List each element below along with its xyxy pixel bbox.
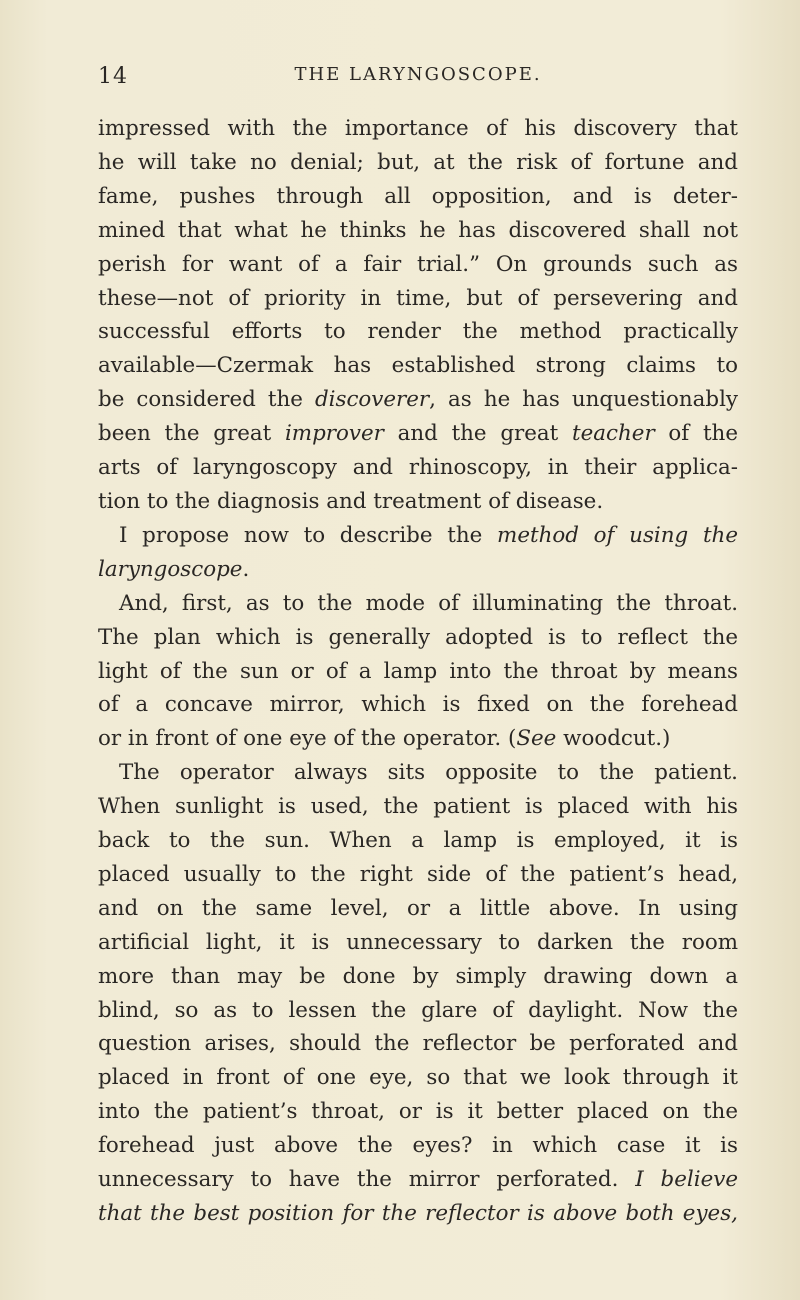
text-line: The plan which is generally adopted is to reflect the [98,624,738,650]
italic-text: laryngoscope [98,556,243,582]
text-line: impressed with the importance of his discovery that [98,116,738,141]
text-line: successful efforts to render the method practically [98,319,738,345]
text-line: laryngoscope. [98,556,250,582]
running-head: THE LARYNGOSCOPE. [294,64,542,85]
text-line: fame, pushes through all opposition, and is deter- [98,183,738,209]
text-line: these—not of priority in time, but of persevering and [98,285,738,311]
text-line: placed in front of one eye, so that we look through it [98,1065,738,1091]
text-line: tion to the diagnosis and treatment of disease. [98,488,604,514]
text-line: blind, so as to lessen the glare of daylight. Now the [98,997,738,1023]
text-line: of a concave mirror, which is fixed on the forehead [98,692,738,718]
text-line: be considered the discoverer, as he has unquestionably [98,387,738,413]
text-line: more than may be done by simply drawing down a [98,963,738,989]
italic-text: improver [284,421,384,447]
body-text [98,112,738,1231]
page-number: 14 [98,64,128,89]
italic-text: discoverer [314,387,430,413]
text-line: been the great improver and the great teacher of the [98,421,738,447]
text-line: perish for want of a fair trial.” On grounds such as [98,251,738,277]
text-line: mined that what he thinks he has discovered shall not [98,217,738,243]
text-line: When sunlight is used, the patient is placed with his [98,794,738,820]
text-line: and on the same level, or a little above. In using [98,895,738,921]
text-line: forehead just above the eyes? in which case it is [98,1133,738,1159]
italic-text: See [516,726,557,752]
text-line [98,1197,738,1231]
text-line: unnecessary to have the mirror perforated. I believe [98,1167,738,1193]
text-line: artificial light, it is unnecessary to darken the room [98,929,738,955]
page-header [98,64,738,94]
italic-text: teacher [572,421,655,447]
text-line: into the patient’s throat, or is it better placed on the [98,1099,738,1125]
text-line: back to the sun. When a lamp is employed, it is [98,828,738,854]
italic-text: method of using the [497,522,738,548]
italic-text: that the best position for the reflector is above both eyes, [98,1201,738,1226]
italic-text: I believe [635,1167,738,1193]
text-line: arts of laryngoscopy and rhinoscopy, in their applica- [98,455,738,481]
text-line: And, first, as to the mode of illuminating the throat. [119,590,738,616]
text-line: I propose now to describe the method of using the [119,522,738,548]
text-line: The operator always sits opposite to the patient. [119,760,738,786]
text-line: question arises, should the reflector be perforated and [98,1031,738,1057]
text-line: or in front of one eye of the operator. (See woodcut.) [98,726,671,752]
text-line: placed usually to the right side of the patient’s head, [98,861,738,887]
text-line: light of the sun or of a lamp into the throat by means [98,658,738,684]
text-line: available—Czermak has established strong claims to [98,353,738,379]
text-line: he will take no denial; but, at the risk of fortune and [98,149,738,175]
